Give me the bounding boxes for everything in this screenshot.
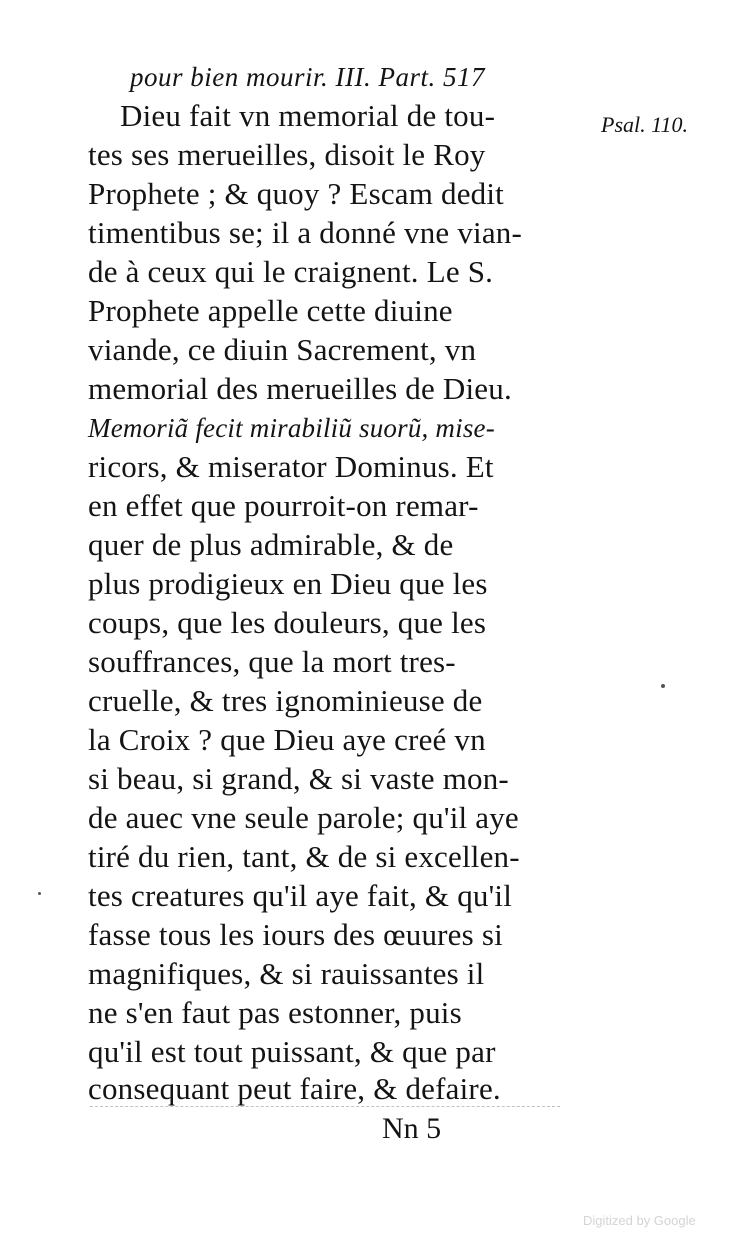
text-line: de auec vne seule parole; qu'il aye — [88, 800, 519, 835]
bottom-rule — [90, 1106, 560, 1107]
text-line: Memoriã fecit mirabiliũ suorũ, mise- — [88, 413, 495, 443]
digitization-watermark: Digitized by Google — [583, 1213, 696, 1228]
text-line: viande, ce diuin Sacrement, vn — [88, 332, 477, 367]
text-line: tiré du rien, tant, & de si excellen- — [88, 839, 520, 874]
ink-speck — [38, 892, 41, 895]
text-line: souffrances, que la mort tres- — [88, 644, 456, 679]
text-line: cruelle, & tres ignominieuse de — [88, 683, 483, 718]
text-line: Prophete appelle cette diuine — [88, 293, 453, 328]
text-line: ne s'en faut pas estonner, puis — [88, 995, 462, 1030]
text-line: qu'il est tout puissant, & que par — [88, 1034, 496, 1069]
text-line: en effet que pourroit-on remar- — [88, 488, 479, 523]
text-line: si beau, si grand, & si vaste mon- — [88, 761, 509, 796]
text-line: Dieu fait vn memorial de tou- — [120, 98, 496, 133]
text-line: magnifiques, & si rauissantes il — [88, 956, 485, 991]
text-line: timentibus se; il a donné vne vian- — [88, 215, 523, 250]
ink-speck — [661, 684, 665, 688]
text-line: memorial des merueilles de Dieu. — [88, 371, 512, 406]
text-line: Prophete ; & quoy ? Escam dedit — [88, 176, 504, 211]
text-line: plus prodigieux en Dieu que les — [88, 566, 488, 601]
text-line: fasse tous les iours des œuures si — [88, 917, 503, 952]
margin-reference: Psal. 110. — [601, 112, 688, 137]
text-line: tes creatures qu'il aye fait, & qu'il — [88, 878, 513, 913]
signature-mark: Nn 5 — [382, 1112, 442, 1145]
running-header: pour bien mourir. III. Part. 517 — [130, 62, 485, 92]
text-line: consequant peut faire, & defaire. — [88, 1071, 501, 1106]
text-line: de à ceux qui le craignent. Le S. — [88, 254, 494, 289]
text-line: ricors, & miserator Dominus. Et — [88, 449, 494, 484]
text-line: la Croix ? que Dieu aye creé vn — [88, 722, 486, 757]
text-line: coups, que les douleurs, que les — [88, 605, 487, 640]
text-line: tes ses merueilles, disoit le Roy — [88, 137, 486, 172]
text-line: quer de plus admirable, & de — [88, 527, 454, 562]
